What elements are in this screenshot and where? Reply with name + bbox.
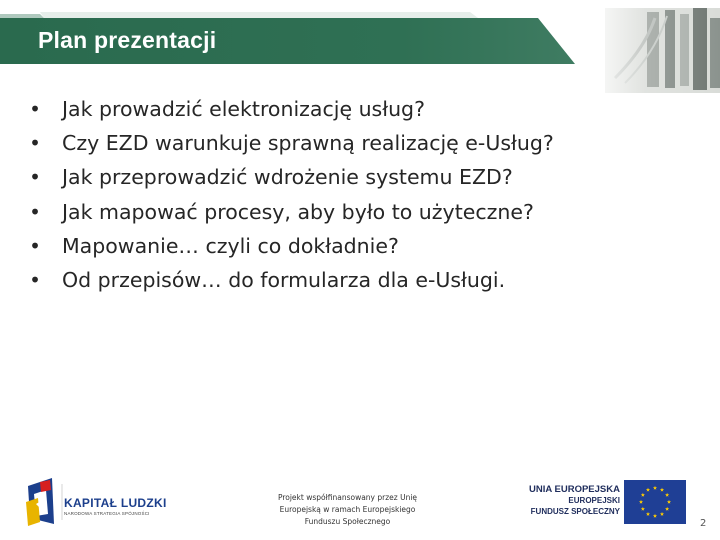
list-item-text: Mapowanie… czyli co dokładnie? [62,233,399,258]
eu-flag-icon [624,480,686,524]
cofinance-line: Europejską w ramach Europejskiego [279,505,416,514]
cofinance-line: Projekt współfinansowany przez Unię [277,493,418,502]
bullet-icon: • [29,97,41,121]
list-item-text: Jak prowadzić elektronizację usług? [62,97,425,121]
eu-label-line: FUNDUSZ SPOŁECZNY [530,507,620,516]
eu-label-line: UNIA EUROPEJSKA [529,484,620,495]
list-item-text: Czy EZD warunkuje sprawną realizację e-Usług? [62,131,554,156]
cofinance-note [265,492,430,528]
kapital-ludzki-subtitle: NARODOWA STRATEGIA SPÓJNOŚCI [64,511,150,516]
list-item-text: Jak przeprowadzić wdrożenie systemu EZD? [62,165,513,190]
cofinance-line: Funduszu Społecznego [304,517,391,526]
bullet-icon: • [29,233,41,258]
page-number: 2 [700,518,707,529]
bullet-icon: • [29,267,41,292]
list-item-text: Od przepisów… do formularza dla e-Usługi. [62,267,506,292]
bullet-icon: • [29,165,41,190]
page-title: Plan prezentacji [38,27,217,53]
list-item-text: Jak mapować procesy, aby było to użyteczne? [62,199,534,224]
eu-label-line: EUROPEJSKI [568,496,620,505]
corner-building-image [585,8,720,93]
kapital-ludzki-title: KAPITAŁ LUDZKI [64,496,167,510]
bullet-icon: • [29,131,41,156]
bullet-icon: • [29,199,41,224]
eu-label [512,484,620,518]
